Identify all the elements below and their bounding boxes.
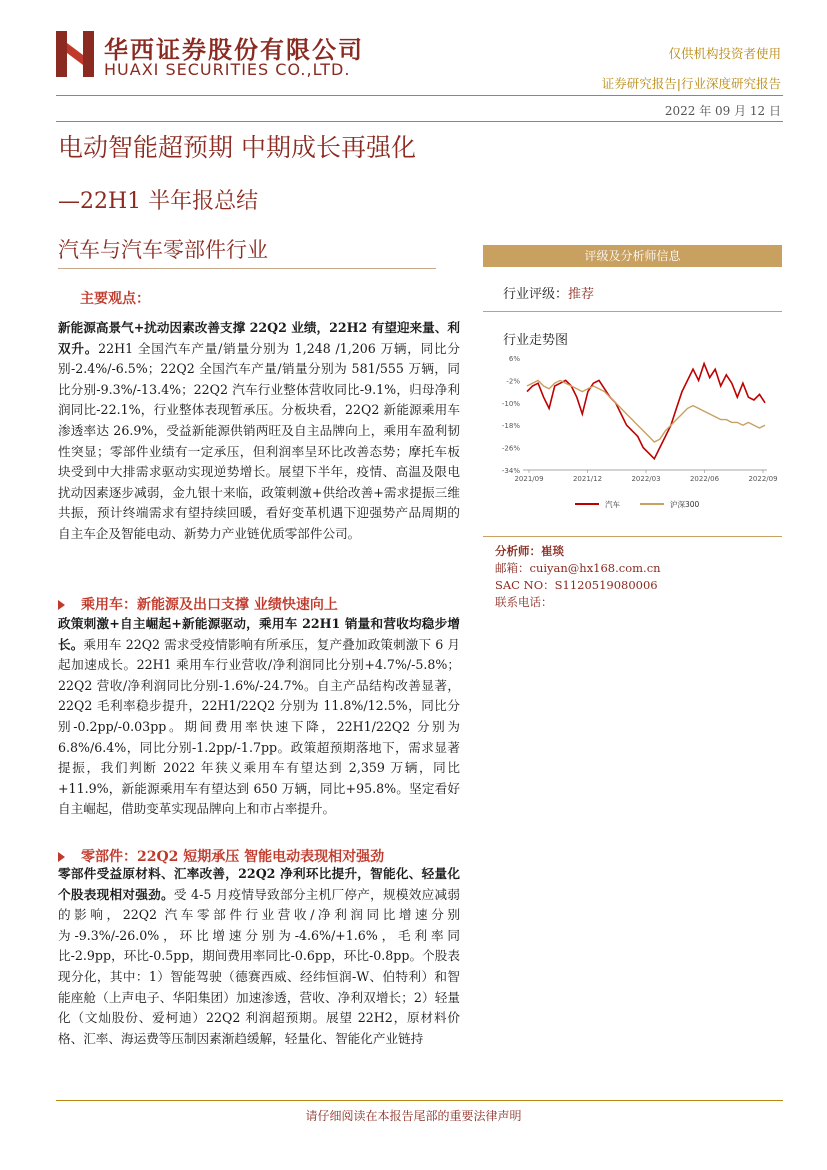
industry-divider xyxy=(58,268,436,269)
footer-divider xyxy=(56,1100,783,1101)
report-title: 电动智能超预期 中期成长再强化 xyxy=(58,133,416,162)
analyst-phone: 联系电话： xyxy=(495,595,553,609)
section-parts-title: 零部件：22Q2 短期承压 智能电动表现相对强劲 xyxy=(58,846,384,866)
summary-lead: 新能源高景气+扰动因素改善支撑 22Q2 业绩，22H2 有望迎来量、利双升。 xyxy=(58,320,460,356)
header-divider xyxy=(56,95,783,96)
section-passenger-paragraph xyxy=(58,614,460,820)
chart-divider xyxy=(483,536,782,537)
legend-label-csi300: 沪深300 xyxy=(670,500,700,509)
company-name-en: HUAXI SECURITIES CO.,LTD. xyxy=(104,60,351,79)
trend-chart-label: 行业走势图 xyxy=(503,333,569,348)
passenger-body: 乘用车 22Q2 需求受疫情影响有所承压，复产叠加政策刺激下 6 月起加速成长。22H1 乘用车行业营收/净利润同比分别+4.7%/-5.8%；22Q2 营收/净利润同比分别-1.6%/-24.7%。自主产品结构改善显著，22Q2 毛利率稳步提升，22H1/22Q2 分别为 11.8%/12.5%，同比分别-0.2pp/-0.03pp。期间费用率快速下降，22H1/22Q2 分别为 6.8%/6.4%，同比分别-1.2pp/-1.7pp。政策超预期落地下，需求显著提振，我们判断 2022 年狭义乘用车有望达到 2,359 万辆，同比+11.9%，新能源乘用车有望达到 650 万辆，同比+95.8%。坚定看好自主崛起，借助变革实现品牌向上和市占率提升。 xyxy=(58,636,461,817)
x-tick-label: 2022/03 xyxy=(631,475,661,483)
date-divider xyxy=(56,121,783,122)
summary-paragraph xyxy=(58,318,460,545)
industry-rating: 行业评级：推荐 xyxy=(503,287,595,302)
y-tick-label: -2% xyxy=(506,377,520,386)
x-tick-label: 2022/06 xyxy=(689,475,720,483)
x-tick-label: 2021/12 xyxy=(572,475,603,483)
report-date: 2022 年 09 月 12 日 xyxy=(664,104,781,118)
analyst-info: 分析师：崔琰 邮箱：cuiyan@hx168.com.cn SAC NO：S1120519080006 联系电话： xyxy=(495,544,661,609)
company-name-cn: 华西证券股份有限公司 xyxy=(104,36,364,64)
triangle-bullet-icon xyxy=(58,852,65,862)
y-tick-label: -26% xyxy=(501,444,520,453)
x-tick-label: 2022/09 xyxy=(748,475,778,483)
section-passenger-title: 乘用车：新能源及出口支撑 业绩快速向上 xyxy=(58,594,338,614)
passenger-lead: 政策刺激+自主崛起+新能源驱动，乘用车 22H1 销量和营收均稳步增长。 xyxy=(58,616,460,652)
y-tick-label: -34% xyxy=(501,467,520,475)
series-line-csi300 xyxy=(527,380,765,442)
legal-notice: 请仔细阅读在本报告尾部的重要法律声明 xyxy=(305,1109,522,1123)
parts-body: 受 4-5 月疫情导致部分主机厂停产，规模效应减弱的影响，22Q2 汽车零部件行业营收/净利润同比增速分别为-9.3%/-26.0%，环比增速分别为-4.6%/+1.6%，毛利率同比-2.9pp，环比-0.5pp，期间费用率同比-0.6pp，环比-0.8pp。个股表现分化，其中：1）智能驾驶（德赛西威、经纬恒润-W、伯特利）和智能座舱（上声电子、华阳集团）加速渗透，营收、净利双增长；2）轻量化（文灿股份、爱柯迪）22Q2 利润超预期。展望 22H2，原材料价格、汇率、海运费等压制因素渐趋缓解，轻量化、智能化产业链持 xyxy=(58,886,460,1046)
rating-panel-header: 评级及分析师信息 xyxy=(483,245,782,267)
parts-lead: 零部件受益原材料、汇率改善，22Q2 净利环比提升，智能化、轻量化个股表现相对强劲。 xyxy=(58,866,460,902)
industry-name: 汽车与汽车零部件行业 xyxy=(58,238,268,262)
huaxi-logo-icon xyxy=(56,31,96,77)
analyst-email: 邮箱：cuiyan@hx168.com.cn xyxy=(495,561,661,575)
series-line-auto xyxy=(527,364,765,459)
panel-divider xyxy=(483,311,782,312)
trend-chart xyxy=(495,352,785,512)
legend-label-auto: 汽车 xyxy=(605,500,620,509)
analyst-sac: SAC NO：S1120519080006 xyxy=(495,578,658,592)
summary-body: 22H1 全国汽车产量/销量分别为 1,248 /1,206 万辆，同比分别-2.4%/-6.5%；22Q2 全国汽车产量/销量分别为 581/555 万辆，同比分别-9.3%/-13.4%；22Q2 汽车行业整体营收同比-9.1%，归母净利润同比-22.1%，行业整体表现暂承压。分板块看，22Q2 新能源乘用车渗透率达 26.9%，受益新能源供销两旺及自主品牌向上，乘用车盈利韧性突显；零部件业绩有一定承压，但利润率呈环比改善态势；摩托车板块受到中大排需求驱动实现逆势增长。展望下半年，疫情、高温及限电扰动因素逐步减弱，金九银十来临，政策刺激+供给改善+需求提振三维共振，预计终端需求有望持续回暖，看好变革机遇下迎强势产品周期的自主车企及智能电动、新势力产业链优质零部件公司。 xyxy=(58,340,460,541)
report-type: 证券研究报告|行业深度研究报告 xyxy=(601,76,781,91)
y-tick-label: 6% xyxy=(508,355,520,363)
y-tick-label: -18% xyxy=(501,422,520,431)
section-parts-paragraph xyxy=(58,864,460,1049)
rating-value: 推荐 xyxy=(568,287,595,302)
y-tick-label: -10% xyxy=(501,399,520,408)
audience-note: 仅供机构投资者使用 xyxy=(668,46,781,61)
analyst-name: 崔琰 xyxy=(541,544,564,558)
report-subtitle: —22H1 半年报总结 xyxy=(58,189,259,214)
key-points-label: 主要观点： xyxy=(80,291,150,307)
triangle-bullet-icon xyxy=(58,600,65,610)
x-tick-label: 2021/09 xyxy=(514,475,544,483)
